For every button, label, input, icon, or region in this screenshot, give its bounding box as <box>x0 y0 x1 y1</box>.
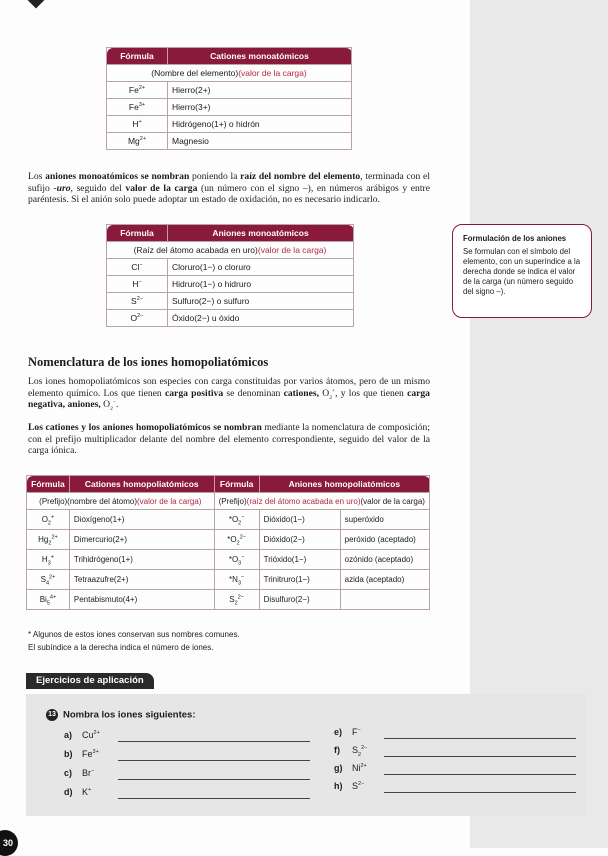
answer-line[interactable] <box>118 798 310 799</box>
homopoliatomicos-table <box>26 475 430 610</box>
table-row: $Bi_5^{4+}$ Pentabismuto(4+) $S_2^{2-}$ Disulfuro(2−) <box>27 590 430 610</box>
exercise-item: b) $Fe^{3+}$ <box>64 749 99 759</box>
homopoliatomicos-paragraph: Los iones homopoliatómicos son especies con carga constituidas por varios átomos, pero de un mismo elemento químico. Los que tienen carga positiva se denominan cationes, $O_2^+$, y los que tienen carga negativa, aniones, $O_2^-$. <box>28 376 430 412</box>
exercise-item: f) $S_2^{2-}$ <box>334 745 368 758</box>
table-row: $S^{2-}$ Sulfuro(2−) o sulfuro <box>107 293 354 310</box>
table-row: $Fe^{2+}$ Hierro(2+) <box>107 82 352 99</box>
answer-line[interactable] <box>118 741 310 742</box>
col-header-formula: Fórmula <box>107 225 168 242</box>
table1-subheader: (Nombre del elemento)(valor de la carga) <box>107 65 352 82</box>
answer-line[interactable] <box>384 756 576 757</box>
exercise-item: a) $Cu^{2+}$ <box>64 730 100 740</box>
page-number: 30 <box>0 830 18 856</box>
table-row: $H_3^+$ Trihidrógeno(1+) $*O_3^-$ Trióxido(1−) ozónido (aceptado) <box>27 550 430 570</box>
table-row: H+ Hidrógeno(1+) o hidrón <box>107 116 352 133</box>
table3-subheader-aniones: (Prefijo)(raíz del átomo acabada en uro)(valor de la carga) <box>214 493 429 510</box>
answer-line[interactable] <box>384 774 576 775</box>
table-row: $O_2^+$ Dioxígeno(1+) $*O_2^-$ Dióxido(1−) superóxido <box>27 510 430 530</box>
table2-subheader: (Raíz del átomo acabada en uro)(valor de la carga) <box>107 242 354 259</box>
answer-line[interactable] <box>384 738 576 739</box>
answer-line[interactable] <box>118 779 310 780</box>
col-header-formula: Fórmula <box>107 48 168 65</box>
exercise-item: c) Br− <box>64 768 95 778</box>
nomenclatura-paragraph: Los cationes y los aniones homopoliatómicos se nombran mediante la nomenclatura de composición; con el prefijo multiplicador delante del nombre del elemento correspondiente, seguido del valor de la carga iónica. <box>28 422 430 456</box>
answer-line[interactable] <box>384 792 576 793</box>
table-row: $S_4^{2+}$ Tetraazufre(2+) $*N_3^-$ Trinitruro(1−) azida (aceptado) <box>27 570 430 590</box>
table3-subheader-cationes: (Prefijo)(nombre del átomo)(valor de la carga) <box>27 493 215 510</box>
table-row: $Hg_2^{2+}$ Dimercurio(2+) $*O_2^{2-}$ Dióxido(2−) peróxido (aceptado) <box>27 530 430 550</box>
table-row: $Mg^{2+}$ Magnesio <box>107 133 352 150</box>
aniones-paragraph: Los aniones monoatómicos se nombran poniendo la raíz del nombre del elemento, terminada con el sufijo -uro, seguido del valor de la carga (un número con el signo –), en números arábigos y entre paréntesis. Si el anión solo puede adoptar un estado de oxidación, no es necesario indicarlo. <box>28 171 430 205</box>
table-row: Cl− Cloruro(1−) o cloruro <box>107 259 354 276</box>
col-header-aniones: Aniones monoatómicos <box>168 225 354 242</box>
exercises-title: Ejercicios de aplicación <box>26 673 154 689</box>
table-row: H− Hidruro(1−) o hidruro <box>107 276 354 293</box>
col-header-formula-2: Fórmula <box>214 476 259 493</box>
note-common-names: * Algunos de estos iones conservan sus nombres comunes. <box>28 630 240 639</box>
sidebox-title: Formulación de los aniones <box>463 234 567 243</box>
col-header-cationes: Cationes monoatómicos <box>168 48 352 65</box>
col-header-aniones: Aniones homopoliatómicos <box>259 476 429 493</box>
aniones-monoatomicos-table <box>106 224 354 327</box>
cationes-monoatomicos-table <box>106 47 352 150</box>
table-row: $Fe^{3+}$ Hierro(3+) <box>107 99 352 116</box>
top-marker <box>28 0 45 8</box>
exercise-item: h) $S^{2-}$ <box>334 781 365 791</box>
formulacion-aniones-box <box>452 224 592 318</box>
section-title: Nomenclatura de los iones homopoliatómicos <box>28 355 269 369</box>
col-header-formula: Fórmula <box>27 476 70 493</box>
col-header-cationes: Cationes homopoliatómicos <box>69 476 214 493</box>
exercise-item: e) F− <box>334 727 361 737</box>
sidebox-text: Se formulan con el símbolo del elemento, con un superíndice a la derecha donde se indica el valor de la carga (un número seguido del signo –). <box>463 247 581 296</box>
table-row: $O^{2-}$ Óxido(2−) u óxido <box>107 310 354 327</box>
exercise-number: 13 <box>46 709 58 721</box>
exercise-item: g) $Ni^{2+}$ <box>334 763 367 773</box>
exercise-prompt: 13 Nombra los iones siguientes: <box>46 709 196 721</box>
answer-line[interactable] <box>118 760 310 761</box>
note-subscript: El subíndice a la derecha indica el número de iones. <box>28 643 214 652</box>
exercise-item: d) K+ <box>64 787 92 797</box>
